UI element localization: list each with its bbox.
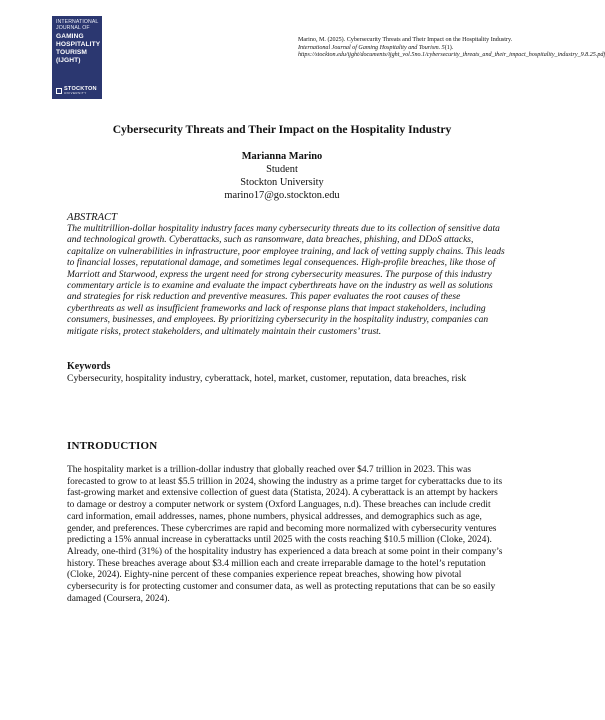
logo-line-journal-of: JOURNAL OF bbox=[56, 25, 90, 31]
author-block bbox=[40, 150, 524, 202]
author-role: Student bbox=[266, 164, 298, 175]
keywords-section bbox=[67, 361, 507, 385]
logo-line-gaming: GAMING bbox=[56, 33, 84, 40]
journal-logo bbox=[52, 16, 102, 99]
citation-block bbox=[298, 37, 605, 60]
citation-url[interactable]: https://stockton.edu/ijght/documents/ijght_vol.5no.1/cybersecurity_threats_and_their_impact_hospitality_industry_9.8.25.pdf bbox=[298, 52, 605, 59]
author-name: Marianna Marino bbox=[241, 151, 323, 162]
citation-issue: (1). bbox=[444, 44, 454, 51]
keywords-heading: Keywords bbox=[67, 361, 111, 372]
abstract-text: The multitrillion-dollar hospitality industry faces many cybersecurity threats due to its collection of sensitive data and technological growth. Cyberattacks, such as ransomware, data breaches, phishing, and DDoS attacks, capitalize on vulnerabilities in infrastructure, poor employee training, and lack of vetting supply chains. This leads to financial losses, reputational damage, and sometimes legal consequences. High-profile breaches, like those of Marriott and Starwood, express the urgent need for strong cybersecurity measures. The purpose of this industry commentary article is to examine and evaluate the impact cyberthreats have on the industry as well as solutions and strategies for risk reduction and preventive measures. This paper evaluates the root causes of these cyberthreats as well as insufficient frameworks and lack of response plans that impact stakeholders, including consumers, businesses, and employees. By prioritizing cybersecurity in the hospitality industry, companies can mitigate risks, protect stakeholders, and ultimately maintain their customers’ trust. bbox=[67, 224, 505, 337]
stockton-brand bbox=[56, 86, 97, 95]
logo-line-hospitality: HOSPITALITY bbox=[56, 41, 101, 48]
paper-title: Cybersecurity Threats and Their Impact on the Hospitality Industry bbox=[112, 123, 452, 136]
brand-name: STOCKTON bbox=[64, 86, 97, 92]
logo-line-ijght: (IJGHT) bbox=[56, 57, 81, 64]
logo-line-tourism: TOURISM bbox=[56, 49, 87, 56]
logo-line-international: INTERNATIONAL bbox=[56, 19, 99, 25]
introduction-text: The hospitality market is a trillion-dollar industry that globally reached over $4.7 trillion in 2023. This was forecasted to grow to at least $5.5 trillion in 2024, showing the industry as a prime target for cyberattacks due to its fast-growing market and extensive collection of guest data (Statista, 2024). A cyberattack is an attempt by hackers to damage or destroy a computer network or system (Oxford Languages, n.d). These breaches can include credit card information, email addresses, names, phone numbers, physical addresses, and demographics such as age, gender, and preferences. These cybercrimes are rapid and becoming more normalized with cybersecurity ventures predicting a 15% annual increase in cyberattacks until 2025 with the costs reaching $10.5 million (Cloke, 2024). Already, one-third (31%) of the hospitality industry has experienced a data breach at some point in their company’s history. These breaches average about $3.4 million each and create irreparable damage to the hotel’s reputation (Cloke, 2024). Eighty-nine percent of these companies experience repeat breaches, showing how pivotal cybersecurity is for protecting customer and consumer data, as well as protecting reputations that can be so easily damaged (Coursera, 2024). bbox=[67, 465, 503, 604]
citation-journal: International Journal of Gaming Hospitality and Tourism. 5 bbox=[298, 44, 445, 51]
stockton-mark-icon bbox=[56, 88, 62, 94]
introduction-heading: INTRODUCTION bbox=[67, 440, 158, 452]
brand-sub: UNIVERSITY bbox=[64, 91, 87, 95]
abstract-heading: ABSTRACT bbox=[67, 212, 118, 223]
author-affiliation: Stockton University bbox=[240, 177, 324, 188]
citation-prefix: Marino, M. (2025). Cybersecurity Threats and Their Impact on the Hospitality Industry. bbox=[298, 37, 513, 43]
author-email[interactable]: marino17@go.stockton.edu bbox=[224, 190, 340, 201]
keywords-text: Cybersecurity, hospitality industry, cyberattack, hotel, market, customer, reputation, data breaches, risk bbox=[67, 373, 467, 384]
abstract-section bbox=[67, 212, 507, 338]
